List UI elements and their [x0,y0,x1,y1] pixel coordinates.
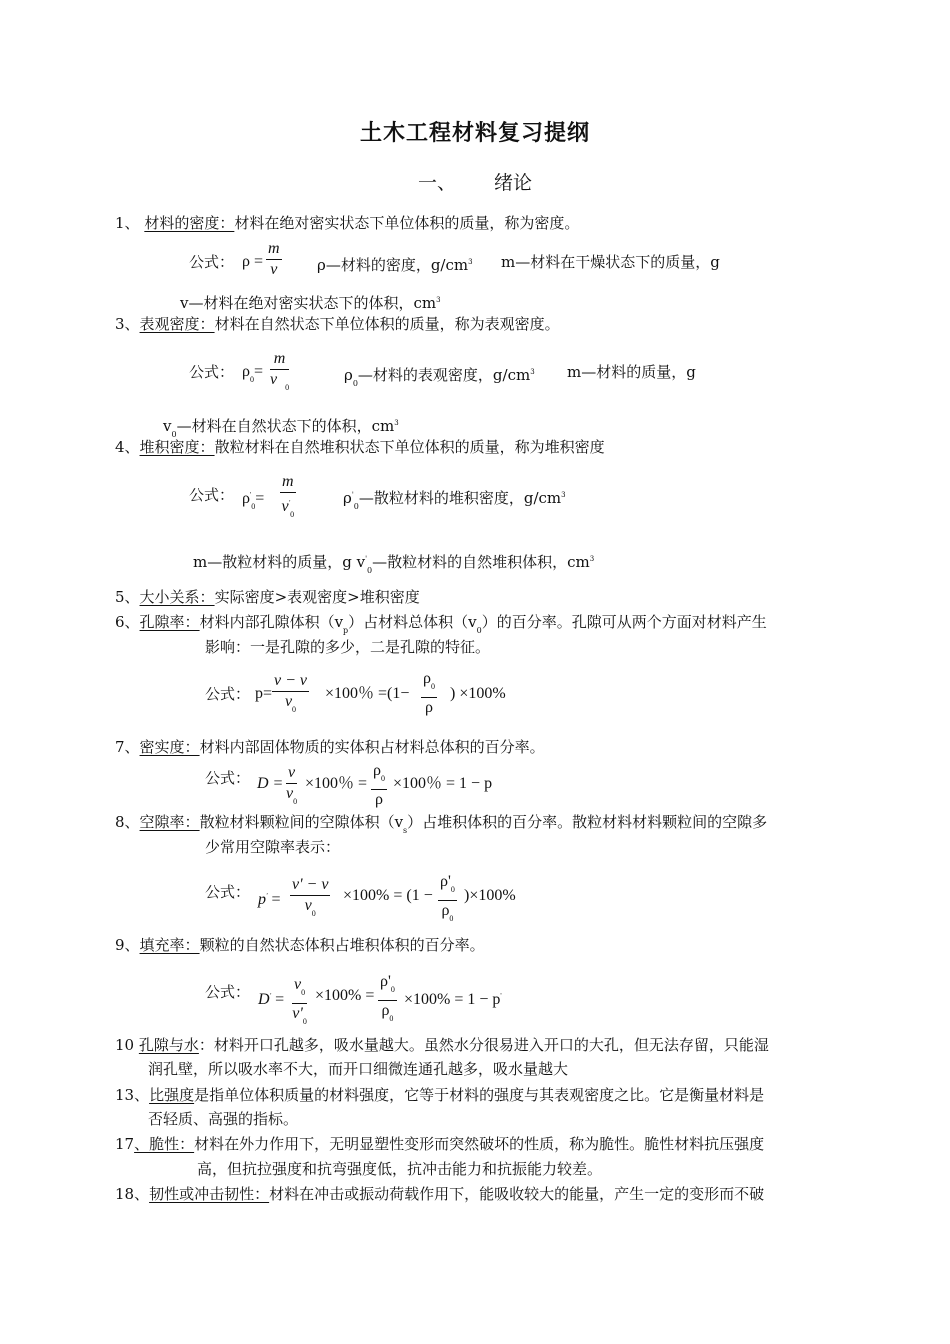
formula-label: 公式： [205,883,251,901]
formula-lhs: D = [257,775,284,792]
formula-mid: ×100% = [315,987,375,1004]
formula-mid: ×100％ = [305,775,368,792]
formula-mid: ×100% = (1 − [343,887,433,904]
desc-m: m—材料的质量，g [567,363,696,381]
desc-v0: $v_0—$材料在自然状态下的体积，$cm^3$ [163,417,399,439]
term-relation: 大小关系： [139,588,215,606]
fraction-void: $\frac{v' - v}{v_0}$ [292,876,329,918]
formula-lhs: ρ = [242,253,264,270]
fraction-rho0-rho: $\frac{\rho_0}{\rho}$ [373,762,385,808]
section-number: 一、 [417,172,456,194]
formula-mid: ×100％ =(1− [325,685,410,702]
desc-m-v0p: m—散粒材料的质量，g $v'_0—$散粒材料的自然堆积体积，$cm^3$ [193,553,595,575]
fraction-v-v0: $\frac{v}{v_0}$ [286,764,298,806]
desc-rho0p: $\rho'_0—$散粒材料的堆积密度，$g/cm^3$ [343,489,566,511]
item-9: 9、填充率：颗粒的自然状态体积占堆积体积的百分率。 [115,936,485,954]
term-pores-water: 孔隙与水 [138,1036,199,1054]
item-13-cont: 否轻质、高强的指标。 [148,1110,299,1128]
fraction-porosity: $\frac{v - v}{v_0}$ [274,672,307,714]
term-bulk-density: 堆积密度： [139,438,215,456]
fraction-rho0p-rho0: $\frac{\rho'_0}{\rho_0}$ [440,873,455,923]
fraction-m-v0: $\frac{m}{v _0}$ [270,350,290,392]
term-filling-ratio: 填充率： [139,936,200,954]
item-1: 1、 材料的密度：材料在绝对密实状态下单位体积的质量，称为密度。 [115,214,580,232]
item-4: 4、堆积密度：散粒材料在自然堆积状态下单位体积的质量，称为堆积密度 [115,438,605,456]
desc-rho0: $\rho_0—$材料的表观密度，$g/cm^3$ [344,366,535,388]
item-6: 6、孔隙率：材料内部孔隙体积$(v_p)$占材料总体积$(v_0)$的百分率。孔隙可从两个方面对材料产生 [115,613,767,635]
fraction-m-v0p: $\frac{m}{v'_0}$ [281,473,295,519]
term-apparent-density: 表观密度： [139,315,215,333]
formula-lhs: $\rho_0=$ [242,363,264,384]
term-void-ratio: 空隙率： [139,813,200,831]
item-8: 8、空隙率：散粒材料颗粒间的空隙体积$(v_s)$占堆积体积的百分率。散粒材料材料颗粒间的空隙多 [115,813,768,835]
item-5: 5、大小关系：实际密度>表观密度>堆积密度 [115,588,420,606]
term-compactness: 密实度： [139,738,200,756]
item-7: 7、密实度：材料内部固体物质的实体积占材料总体积的百分率。 [115,738,545,756]
fraction-m-v: $\frac{m}{v}$ [268,240,280,278]
formula-label: 公式： [205,685,251,703]
formula-label: 公式： [189,486,235,504]
desc-v: v—材料在绝对密实状态下的体积，$cm^3$ [180,294,441,312]
formula-lhs: p= [255,685,273,702]
term-specific-strength: 比强度 [149,1086,195,1104]
formula-end: ×100％ = 1 − p [393,775,493,792]
item-13: 13、比强度是指单位体积质量的材料强度，它等于材料的强度与其表观密度之比。它是衡量材料是 [115,1086,765,1104]
item-6-cont: 影响：一是孔隙的多少，二是孔隙的特征。 [205,638,491,656]
formula-label: 公式： [189,253,235,271]
fraction-rho0-rho: $\frac{\rho_0}{\rho}$ [423,670,435,716]
term-porosity: 孔隙率： [139,613,200,631]
page-title: 土木工程材料复习提纲 [359,121,590,146]
formula-label: 公式： [189,363,235,381]
term-toughness: 韧性或冲击韧性： [149,1185,270,1203]
formula-lhs: D' = [258,991,285,1008]
section-heading [0,168,950,195]
formula-end: ) ×100% [450,685,506,702]
item-10-cont: 润孔壁，所以吸水率不大，而开口细微连通孔越多，吸水量越大 [148,1060,569,1078]
formula-label: 公式： [205,983,251,1001]
item-8-cont: 少常用空隙率表示： [205,838,341,856]
formula-end: ×100% = 1 − p' [404,991,502,1008]
term-brittleness: 、脆性： [134,1135,195,1153]
fraction-v0-v0p: $\frac{v_0}{v'_0}$ [292,976,307,1026]
item-10: 10 孔隙与水：材料开口孔越多，吸水量越大。虽然水分很易进入开口的大孔，但无法存留，只能湿 [115,1036,769,1054]
section-name: 绪论 [494,172,533,194]
fraction-rho0p-rho0: $\frac{\rho'_0}{\rho_0}$ [380,973,395,1023]
formula-lhs: p' = [258,891,281,908]
desc-rho: ρ—材料的密度，$g/cm^3$ [317,256,473,274]
item-17-cont: 高，但抗拉强度和抗弯强度低，抗冲击能力和抗振能力较差。 [197,1160,603,1178]
formula-lhs: $\rho'_0=$ [242,490,265,511]
item-18: 18、韧性或冲击韧性：材料在冲击或振动荷载作用下，能吸收较大的能量，产生一定的变形而不破 [115,1185,765,1203]
item-3: 3、表观密度：材料在自然状态下单位体积的质量，称为表观密度。 [115,315,560,333]
item-17: 17、脆性：材料在外力作用下，无明显塑性变形而突然破坏的性质，称为脆性。脆性材料抗压强度 [115,1135,765,1153]
desc-m: m—材料在干燥状态下的质量，g [501,253,720,271]
formula-end: )×100% [464,887,516,904]
formula-label: 公式： [205,769,251,787]
term-density: 材料的密度： [144,214,235,232]
